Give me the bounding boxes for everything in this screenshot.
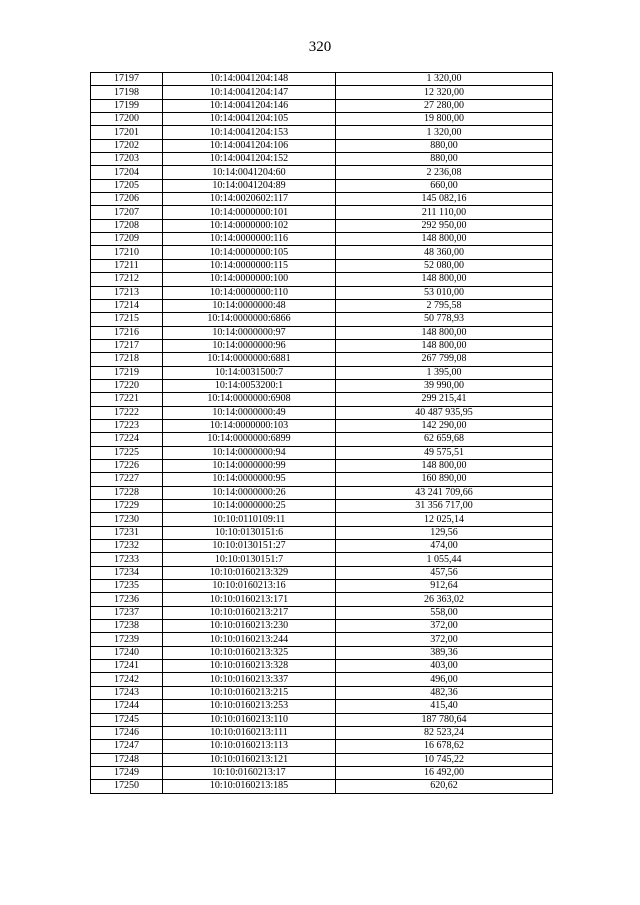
cadastral-number-cell: 10:14:0000000:25 <box>163 500 336 513</box>
row-number-cell: 17232 <box>91 540 163 553</box>
cadastral-value-cell: 148 800,00 <box>336 326 553 339</box>
cadastral-value-cell: 620,62 <box>336 780 553 793</box>
cadastral-value-cell: 10 745,22 <box>336 753 553 766</box>
table-row <box>91 393 553 406</box>
row-number-cell: 17240 <box>91 646 163 659</box>
cadastral-value-cell: 31 356 717,00 <box>336 500 553 513</box>
row-number-cell: 17234 <box>91 566 163 579</box>
table-row <box>91 753 553 766</box>
row-number-cell: 17229 <box>91 500 163 513</box>
row-number-cell: 17200 <box>91 113 163 126</box>
table-row <box>91 139 553 152</box>
cadastral-number-cell: 10:14:0031500:7 <box>163 366 336 379</box>
cadastral-value-cell: 62 659,68 <box>336 433 553 446</box>
row-number-cell: 17221 <box>91 393 163 406</box>
cadastral-value-cell: 48 360,00 <box>336 246 553 259</box>
cadastral-value-cell: 148 800,00 <box>336 273 553 286</box>
row-number-cell: 17249 <box>91 766 163 779</box>
cadastral-number-cell: 10:14:0020602:117 <box>163 193 336 206</box>
table-row <box>91 473 553 486</box>
table-row <box>91 326 553 339</box>
cadastral-number-cell: 10:14:0000000:105 <box>163 246 336 259</box>
table-row <box>91 540 553 553</box>
cadastral-number-cell: 10:10:0160213:185 <box>163 780 336 793</box>
cadastral-value-cell: 39 990,00 <box>336 379 553 392</box>
row-number-cell: 17198 <box>91 86 163 99</box>
cadastral-number-cell: 10:10:0160213:230 <box>163 620 336 633</box>
cadastre-value-table <box>90 72 553 794</box>
cadastral-number-cell: 10:10:0160213:244 <box>163 633 336 646</box>
table-row <box>91 246 553 259</box>
page-number: 320 <box>308 39 332 55</box>
table-row <box>91 566 553 579</box>
cadastral-value-cell: 457,56 <box>336 566 553 579</box>
cadastral-value-cell: 211 110,00 <box>336 206 553 219</box>
table-row <box>91 406 553 419</box>
cadastral-number-cell: 10:14:0000000:100 <box>163 273 336 286</box>
row-number-cell: 17241 <box>91 660 163 673</box>
cadastral-value-cell: 43 241 709,66 <box>336 486 553 499</box>
row-number-cell: 17226 <box>91 459 163 472</box>
cadastral-value-cell: 148 800,00 <box>336 339 553 352</box>
table-row <box>91 259 553 272</box>
cadastral-value-cell: 26 363,02 <box>336 593 553 606</box>
cadastral-value-cell: 148 800,00 <box>336 459 553 472</box>
cadastral-number-cell: 10:14:0000000:116 <box>163 233 336 246</box>
table-row <box>91 673 553 686</box>
cadastral-value-cell: 267 799,08 <box>336 353 553 366</box>
cadastral-value-cell: 12 025,14 <box>336 513 553 526</box>
table-row <box>91 606 553 619</box>
table-body <box>91 73 553 794</box>
cadastral-number-cell: 10:10:0160213:325 <box>163 646 336 659</box>
row-number-cell: 17199 <box>91 99 163 112</box>
row-number-cell: 17246 <box>91 726 163 739</box>
cadastral-value-cell: 372,00 <box>336 620 553 633</box>
cadastral-number-cell: 10:10:0160213:328 <box>163 660 336 673</box>
row-number-cell: 17238 <box>91 620 163 633</box>
row-number-cell: 17239 <box>91 633 163 646</box>
cadastral-value-cell: 129,56 <box>336 526 553 539</box>
cadastral-number-cell: 10:14:0000000:48 <box>163 299 336 312</box>
row-number-cell: 17210 <box>91 246 163 259</box>
table-row <box>91 780 553 793</box>
cadastral-number-cell: 10:14:0000000:6908 <box>163 393 336 406</box>
cadastral-number-cell: 10:14:0000000:101 <box>163 206 336 219</box>
table-row <box>91 740 553 753</box>
cadastral-value-cell: 415,40 <box>336 700 553 713</box>
row-number-cell: 17245 <box>91 713 163 726</box>
cadastral-number-cell: 10:14:0041204:89 <box>163 179 336 192</box>
row-number-cell: 17224 <box>91 433 163 446</box>
row-number-cell: 17206 <box>91 193 163 206</box>
cadastral-number-cell: 10:14:0053200:1 <box>163 379 336 392</box>
row-number-cell: 17230 <box>91 513 163 526</box>
cadastral-value-cell: 880,00 <box>336 139 553 152</box>
row-number-cell: 17217 <box>91 339 163 352</box>
cadastral-value-cell: 2 236,08 <box>336 166 553 179</box>
cadastral-value-cell: 53 010,00 <box>336 286 553 299</box>
table-row <box>91 73 553 86</box>
cadastral-number-cell: 10:10:0160213:17 <box>163 766 336 779</box>
cadastral-value-cell: 912,64 <box>336 580 553 593</box>
table-row <box>91 353 553 366</box>
cadastral-number-cell: 10:10:0160213:215 <box>163 686 336 699</box>
table-row <box>91 433 553 446</box>
row-number-cell: 17213 <box>91 286 163 299</box>
cadastral-number-cell: 10:14:0000000:96 <box>163 339 336 352</box>
table-row <box>91 366 553 379</box>
cadastral-number-cell: 10:14:0000000:95 <box>163 473 336 486</box>
row-number-cell: 17248 <box>91 753 163 766</box>
table-row <box>91 686 553 699</box>
cadastral-number-cell: 10:14:0000000:6899 <box>163 433 336 446</box>
table-row <box>91 126 553 139</box>
table-row <box>91 700 553 713</box>
cadastral-number-cell: 10:10:0160213:121 <box>163 753 336 766</box>
row-number-cell: 17202 <box>91 139 163 152</box>
row-number-cell: 17212 <box>91 273 163 286</box>
cadastral-value-cell: 82 523,24 <box>336 726 553 739</box>
row-number-cell: 17211 <box>91 259 163 272</box>
table-row <box>91 299 553 312</box>
cadastral-number-cell: 10:10:0130151:6 <box>163 526 336 539</box>
cadastral-value-cell: 145 082,16 <box>336 193 553 206</box>
row-number-cell: 17201 <box>91 126 163 139</box>
table-row <box>91 486 553 499</box>
cadastral-value-cell: 187 780,64 <box>336 713 553 726</box>
table-row <box>91 633 553 646</box>
row-number-cell: 17197 <box>91 73 163 86</box>
cadastral-number-cell: 10:10:0160213:217 <box>163 606 336 619</box>
cadastral-number-cell: 10:14:0000000:97 <box>163 326 336 339</box>
cadastral-value-cell: 880,00 <box>336 153 553 166</box>
row-number-cell: 17244 <box>91 700 163 713</box>
row-number-cell: 17209 <box>91 233 163 246</box>
cadastral-number-cell: 10:10:0110109:11 <box>163 513 336 526</box>
cadastral-value-cell: 50 778,93 <box>336 313 553 326</box>
table-row <box>91 273 553 286</box>
cadastral-value-cell: 2 795,58 <box>336 299 553 312</box>
cadastral-number-cell: 10:10:0160213:171 <box>163 593 336 606</box>
cadastral-value-cell: 16 678,62 <box>336 740 553 753</box>
row-number-cell: 17205 <box>91 179 163 192</box>
table-row <box>91 113 553 126</box>
table-row <box>91 620 553 633</box>
cadastral-value-cell: 16 492,00 <box>336 766 553 779</box>
cadastral-number-cell: 10:14:0041204:152 <box>163 153 336 166</box>
cadastral-value-cell: 142 290,00 <box>336 419 553 432</box>
cadastral-number-cell: 10:14:0041204:146 <box>163 99 336 112</box>
row-number-cell: 17225 <box>91 446 163 459</box>
cadastral-number-cell: 10:14:0000000:94 <box>163 446 336 459</box>
table-row <box>91 513 553 526</box>
table-row <box>91 86 553 99</box>
cadastral-number-cell: 10:10:0160213:337 <box>163 673 336 686</box>
row-number-cell: 17207 <box>91 206 163 219</box>
cadastral-number-cell: 10:10:0160213:253 <box>163 700 336 713</box>
row-number-cell: 17215 <box>91 313 163 326</box>
cadastral-value-cell: 496,00 <box>336 673 553 686</box>
table-row <box>91 153 553 166</box>
row-number-cell: 17243 <box>91 686 163 699</box>
cadastral-value-cell: 1 395,00 <box>336 366 553 379</box>
table-row <box>91 339 553 352</box>
table-row <box>91 726 553 739</box>
row-number-cell: 17250 <box>91 780 163 793</box>
cadastral-number-cell: 10:10:0160213:113 <box>163 740 336 753</box>
row-number-cell: 17227 <box>91 473 163 486</box>
row-number-cell: 17218 <box>91 353 163 366</box>
cadastral-value-cell: 474,00 <box>336 540 553 553</box>
cadastral-number-cell: 10:14:0041204:105 <box>163 113 336 126</box>
cadastral-number-cell: 10:14:0041204:60 <box>163 166 336 179</box>
cadastral-number-cell: 10:10:0130151:7 <box>163 553 336 566</box>
cadastral-number-cell: 10:10:0160213:110 <box>163 713 336 726</box>
table-row <box>91 500 553 513</box>
cadastral-number-cell: 10:14:0000000:99 <box>163 459 336 472</box>
row-number-cell: 17203 <box>91 153 163 166</box>
table-row <box>91 206 553 219</box>
table-row <box>91 766 553 779</box>
cadastral-number-cell: 10:14:0041204:148 <box>163 73 336 86</box>
cadastral-value-cell: 160 890,00 <box>336 473 553 486</box>
table-row <box>91 219 553 232</box>
table-row <box>91 286 553 299</box>
table-row <box>91 593 553 606</box>
table-row <box>91 459 553 472</box>
cadastral-value-cell: 52 080,00 <box>336 259 553 272</box>
cadastral-number-cell: 10:10:0160213:111 <box>163 726 336 739</box>
table-row <box>91 179 553 192</box>
cadastral-value-cell: 1 055,44 <box>336 553 553 566</box>
table-row <box>91 233 553 246</box>
row-number-cell: 17242 <box>91 673 163 686</box>
cadastral-number-cell: 10:14:0000000:49 <box>163 406 336 419</box>
cadastral-value-cell: 12 320,00 <box>336 86 553 99</box>
row-number-cell: 17214 <box>91 299 163 312</box>
table-row <box>91 193 553 206</box>
row-number-cell: 17219 <box>91 366 163 379</box>
cadastral-value-cell: 27 280,00 <box>336 99 553 112</box>
table-row <box>91 99 553 112</box>
cadastral-value-cell: 1 320,00 <box>336 126 553 139</box>
row-number-cell: 17228 <box>91 486 163 499</box>
cadastral-value-cell: 148 800,00 <box>336 233 553 246</box>
row-number-cell: 17208 <box>91 219 163 232</box>
cadastral-number-cell: 10:14:0041204:147 <box>163 86 336 99</box>
row-number-cell: 17220 <box>91 379 163 392</box>
cadastral-value-cell: 49 575,51 <box>336 446 553 459</box>
row-number-cell: 17204 <box>91 166 163 179</box>
table-row <box>91 446 553 459</box>
cadastral-number-cell: 10:14:0000000:102 <box>163 219 336 232</box>
cadastral-value-cell: 1 320,00 <box>336 73 553 86</box>
table-row <box>91 526 553 539</box>
table-row <box>91 553 553 566</box>
cadastral-value-cell: 299 215,41 <box>336 393 553 406</box>
table-row <box>91 580 553 593</box>
cadastral-value-cell: 19 800,00 <box>336 113 553 126</box>
cadastral-value-cell: 558,00 <box>336 606 553 619</box>
table-row <box>91 713 553 726</box>
table-row <box>91 660 553 673</box>
cadastral-number-cell: 10:14:0000000:6866 <box>163 313 336 326</box>
table-row <box>91 166 553 179</box>
cadastral-value-cell: 482,36 <box>336 686 553 699</box>
cadastral-number-cell: 10:10:0130151:27 <box>163 540 336 553</box>
cadastral-number-cell: 10:10:0160213:16 <box>163 580 336 593</box>
cadastral-value-cell: 40 487 935,95 <box>336 406 553 419</box>
cadastral-number-cell: 10:14:0000000:115 <box>163 259 336 272</box>
row-number-cell: 17231 <box>91 526 163 539</box>
cadastral-number-cell: 10:14:0041204:153 <box>163 126 336 139</box>
row-number-cell: 17233 <box>91 553 163 566</box>
row-number-cell: 17223 <box>91 419 163 432</box>
cadastral-number-cell: 10:14:0000000:110 <box>163 286 336 299</box>
table-row <box>91 646 553 659</box>
table-row <box>91 313 553 326</box>
row-number-cell: 17247 <box>91 740 163 753</box>
cadastral-number-cell: 10:14:0041204:106 <box>163 139 336 152</box>
row-number-cell: 17222 <box>91 406 163 419</box>
table-row <box>91 419 553 432</box>
cadastral-number-cell: 10:10:0160213:329 <box>163 566 336 579</box>
cadastral-value-cell: 389,36 <box>336 646 553 659</box>
cadastral-number-cell: 10:14:0000000:103 <box>163 419 336 432</box>
row-number-cell: 17235 <box>91 580 163 593</box>
cadastral-value-cell: 292 950,00 <box>336 219 553 232</box>
cadastral-value-cell: 372,00 <box>336 633 553 646</box>
cadastral-number-cell: 10:14:0000000:6881 <box>163 353 336 366</box>
row-number-cell: 17216 <box>91 326 163 339</box>
table-row <box>91 379 553 392</box>
cadastral-number-cell: 10:14:0000000:26 <box>163 486 336 499</box>
cadastral-value-cell: 660,00 <box>336 179 553 192</box>
cadastral-value-cell: 403,00 <box>336 660 553 673</box>
row-number-cell: 17236 <box>91 593 163 606</box>
row-number-cell: 17237 <box>91 606 163 619</box>
